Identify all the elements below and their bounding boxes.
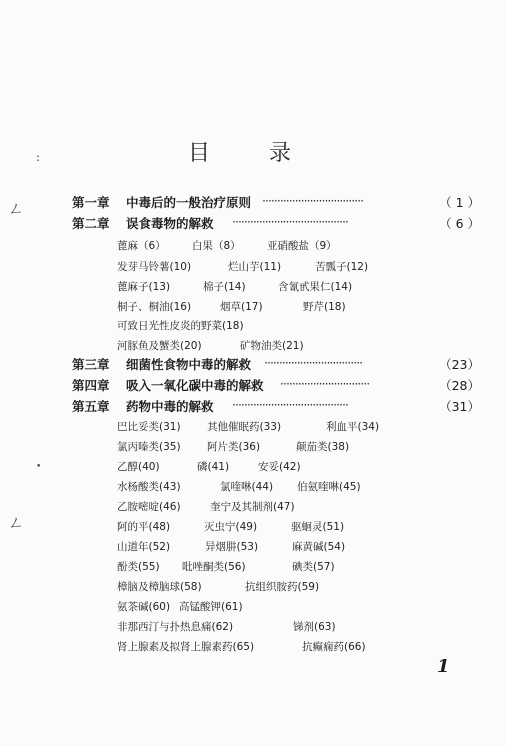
toc-entry[interactable]: 矿物油类(21) xyxy=(240,340,304,352)
toc-entry[interactable]: 巴比妥类(31) xyxy=(117,421,181,433)
toc-entry[interactable]: 阿片类(36) xyxy=(207,441,261,453)
toc-entry[interactable]: 灭虫宁(49) xyxy=(204,521,258,533)
toc-entry[interactable]: 蓖麻（6） xyxy=(117,240,166,252)
toc-entry[interactable]: 可致日光性皮炎的野菜(18) xyxy=(117,320,244,332)
toc-entry[interactable]: 蓖麻子(13) xyxy=(117,281,171,293)
chapter-number: 第一章 xyxy=(72,195,110,210)
chapter-page: （28） xyxy=(439,378,480,393)
chapter-title: 误食毒物的解救 xyxy=(126,216,214,231)
chapter-title: 中毒后的一般治疗原则 xyxy=(126,195,252,210)
toc-entry[interactable]: 高锰酸钾(61) xyxy=(179,601,243,613)
toc-entry[interactable]: 抗癫痫药(66) xyxy=(302,641,366,653)
toc-entry[interactable]: 碘类(57) xyxy=(292,561,335,573)
toc-chapter-5[interactable] xyxy=(72,397,480,415)
toc-entry[interactable]: 利血平(34) xyxy=(326,421,380,433)
toc-chapter-1[interactable] xyxy=(72,193,480,211)
toc-chapter-3[interactable] xyxy=(72,355,480,373)
toc-entry[interactable]: 乙醇(40) xyxy=(117,461,160,473)
toc-chapter-2[interactable] xyxy=(72,214,480,232)
toc-entry[interactable]: 其他催眠药(33) xyxy=(207,421,282,433)
toc-entry[interactable]: 颠茄类(38) xyxy=(296,441,350,453)
page-title: 目 录 xyxy=(188,141,317,166)
dot-leader: ······································· xyxy=(232,397,348,412)
chapter-page: （ 1 ） xyxy=(439,195,480,210)
dot-leader: ·································· xyxy=(262,193,364,208)
dot-leader: ································· xyxy=(264,355,363,370)
toc-entry[interactable]: 烂山芋(11) xyxy=(228,261,282,273)
margin-mark: : xyxy=(36,150,41,164)
toc-entry[interactable]: 锑剂(63) xyxy=(293,621,336,633)
toc-entry[interactable]: 氯喹啉(44) xyxy=(220,481,274,493)
toc-entry[interactable]: 氨茶碱(60) xyxy=(117,601,171,613)
toc-entry[interactable]: 磷(41) xyxy=(197,461,230,473)
toc-entry[interactable]: 发芽马铃薯(10) xyxy=(117,261,192,273)
chapter-number: 第五章 xyxy=(72,399,110,414)
dot-leader: ······························ xyxy=(280,376,370,391)
page-number: 1 xyxy=(437,656,450,677)
toc-entry[interactable]: 桐子、桐油(16) xyxy=(117,301,192,313)
toc-entry[interactable]: 氯丙嗪类(35) xyxy=(117,441,181,453)
chapter-number: 第四章 xyxy=(72,378,110,393)
toc-entry[interactable]: 非那西汀与扑热息痛(62) xyxy=(117,621,234,633)
toc-entry[interactable]: 伯氨喹啉(45) xyxy=(297,481,361,493)
toc-entry[interactable]: 安妥(42) xyxy=(258,461,301,473)
toc-entry[interactable]: 异烟肼(53) xyxy=(205,541,259,553)
toc-entry[interactable]: 奎宁及其制剂(47) xyxy=(210,501,295,513)
margin-mark: • xyxy=(36,462,42,472)
toc-entry[interactable]: 棉子(14) xyxy=(203,281,246,293)
toc-entry[interactable]: 阿的平(48) xyxy=(117,521,171,533)
toc-entry[interactable]: 苦瓢子(12) xyxy=(315,261,369,273)
chapter-title: 细菌性食物中毒的解救 xyxy=(126,357,252,372)
toc-entry[interactable]: 河豚鱼及蟹类(20) xyxy=(117,340,202,352)
toc-entry[interactable]: 白果（8） xyxy=(192,240,241,252)
toc-entry[interactable]: 樟脑及樟脑球(58) xyxy=(117,581,202,593)
chapter-page: （ 6 ） xyxy=(439,216,480,231)
toc-chapter-4[interactable] xyxy=(72,376,480,394)
chapter-page: （23） xyxy=(439,357,480,372)
margin-mark: ㄥ xyxy=(8,199,25,218)
chapter-number: 第三章 xyxy=(72,357,110,372)
dot-leader: ······································· xyxy=(232,214,348,229)
toc-entry[interactable]: 驱蛔灵(51) xyxy=(291,521,345,533)
toc-entry[interactable]: 含氰甙果仁(14) xyxy=(278,281,353,293)
toc-entry[interactable]: 酚类(55) xyxy=(117,561,160,573)
chapter-title: 药物中毒的解救 xyxy=(126,399,214,414)
margin-mark: ㄥ xyxy=(8,513,25,532)
toc-entry[interactable]: 吡唑酮类(56) xyxy=(182,561,246,573)
toc-entry[interactable]: 山道年(52) xyxy=(117,541,171,553)
toc-entry[interactable]: 烟草(17) xyxy=(220,301,263,313)
toc-entry[interactable]: 肾上腺素及拟肾上腺素药(65) xyxy=(117,641,255,653)
chapter-title: 吸入一氧化碳中毒的解救 xyxy=(126,378,264,393)
toc-entry[interactable]: 麻黄碱(54) xyxy=(292,541,346,553)
toc-entry[interactable]: 乙胺嘧啶(46) xyxy=(117,501,181,513)
toc-entry[interactable]: 野芹(18) xyxy=(303,301,346,313)
toc-entry[interactable]: 抗组织胺药(59) xyxy=(245,581,320,593)
toc-entry[interactable]: 水杨酸类(43) xyxy=(117,481,181,493)
chapter-page: （31） xyxy=(439,399,480,414)
toc-entry[interactable]: 亚硝酸盐（9） xyxy=(267,240,337,252)
chapter-number: 第二章 xyxy=(72,216,110,231)
